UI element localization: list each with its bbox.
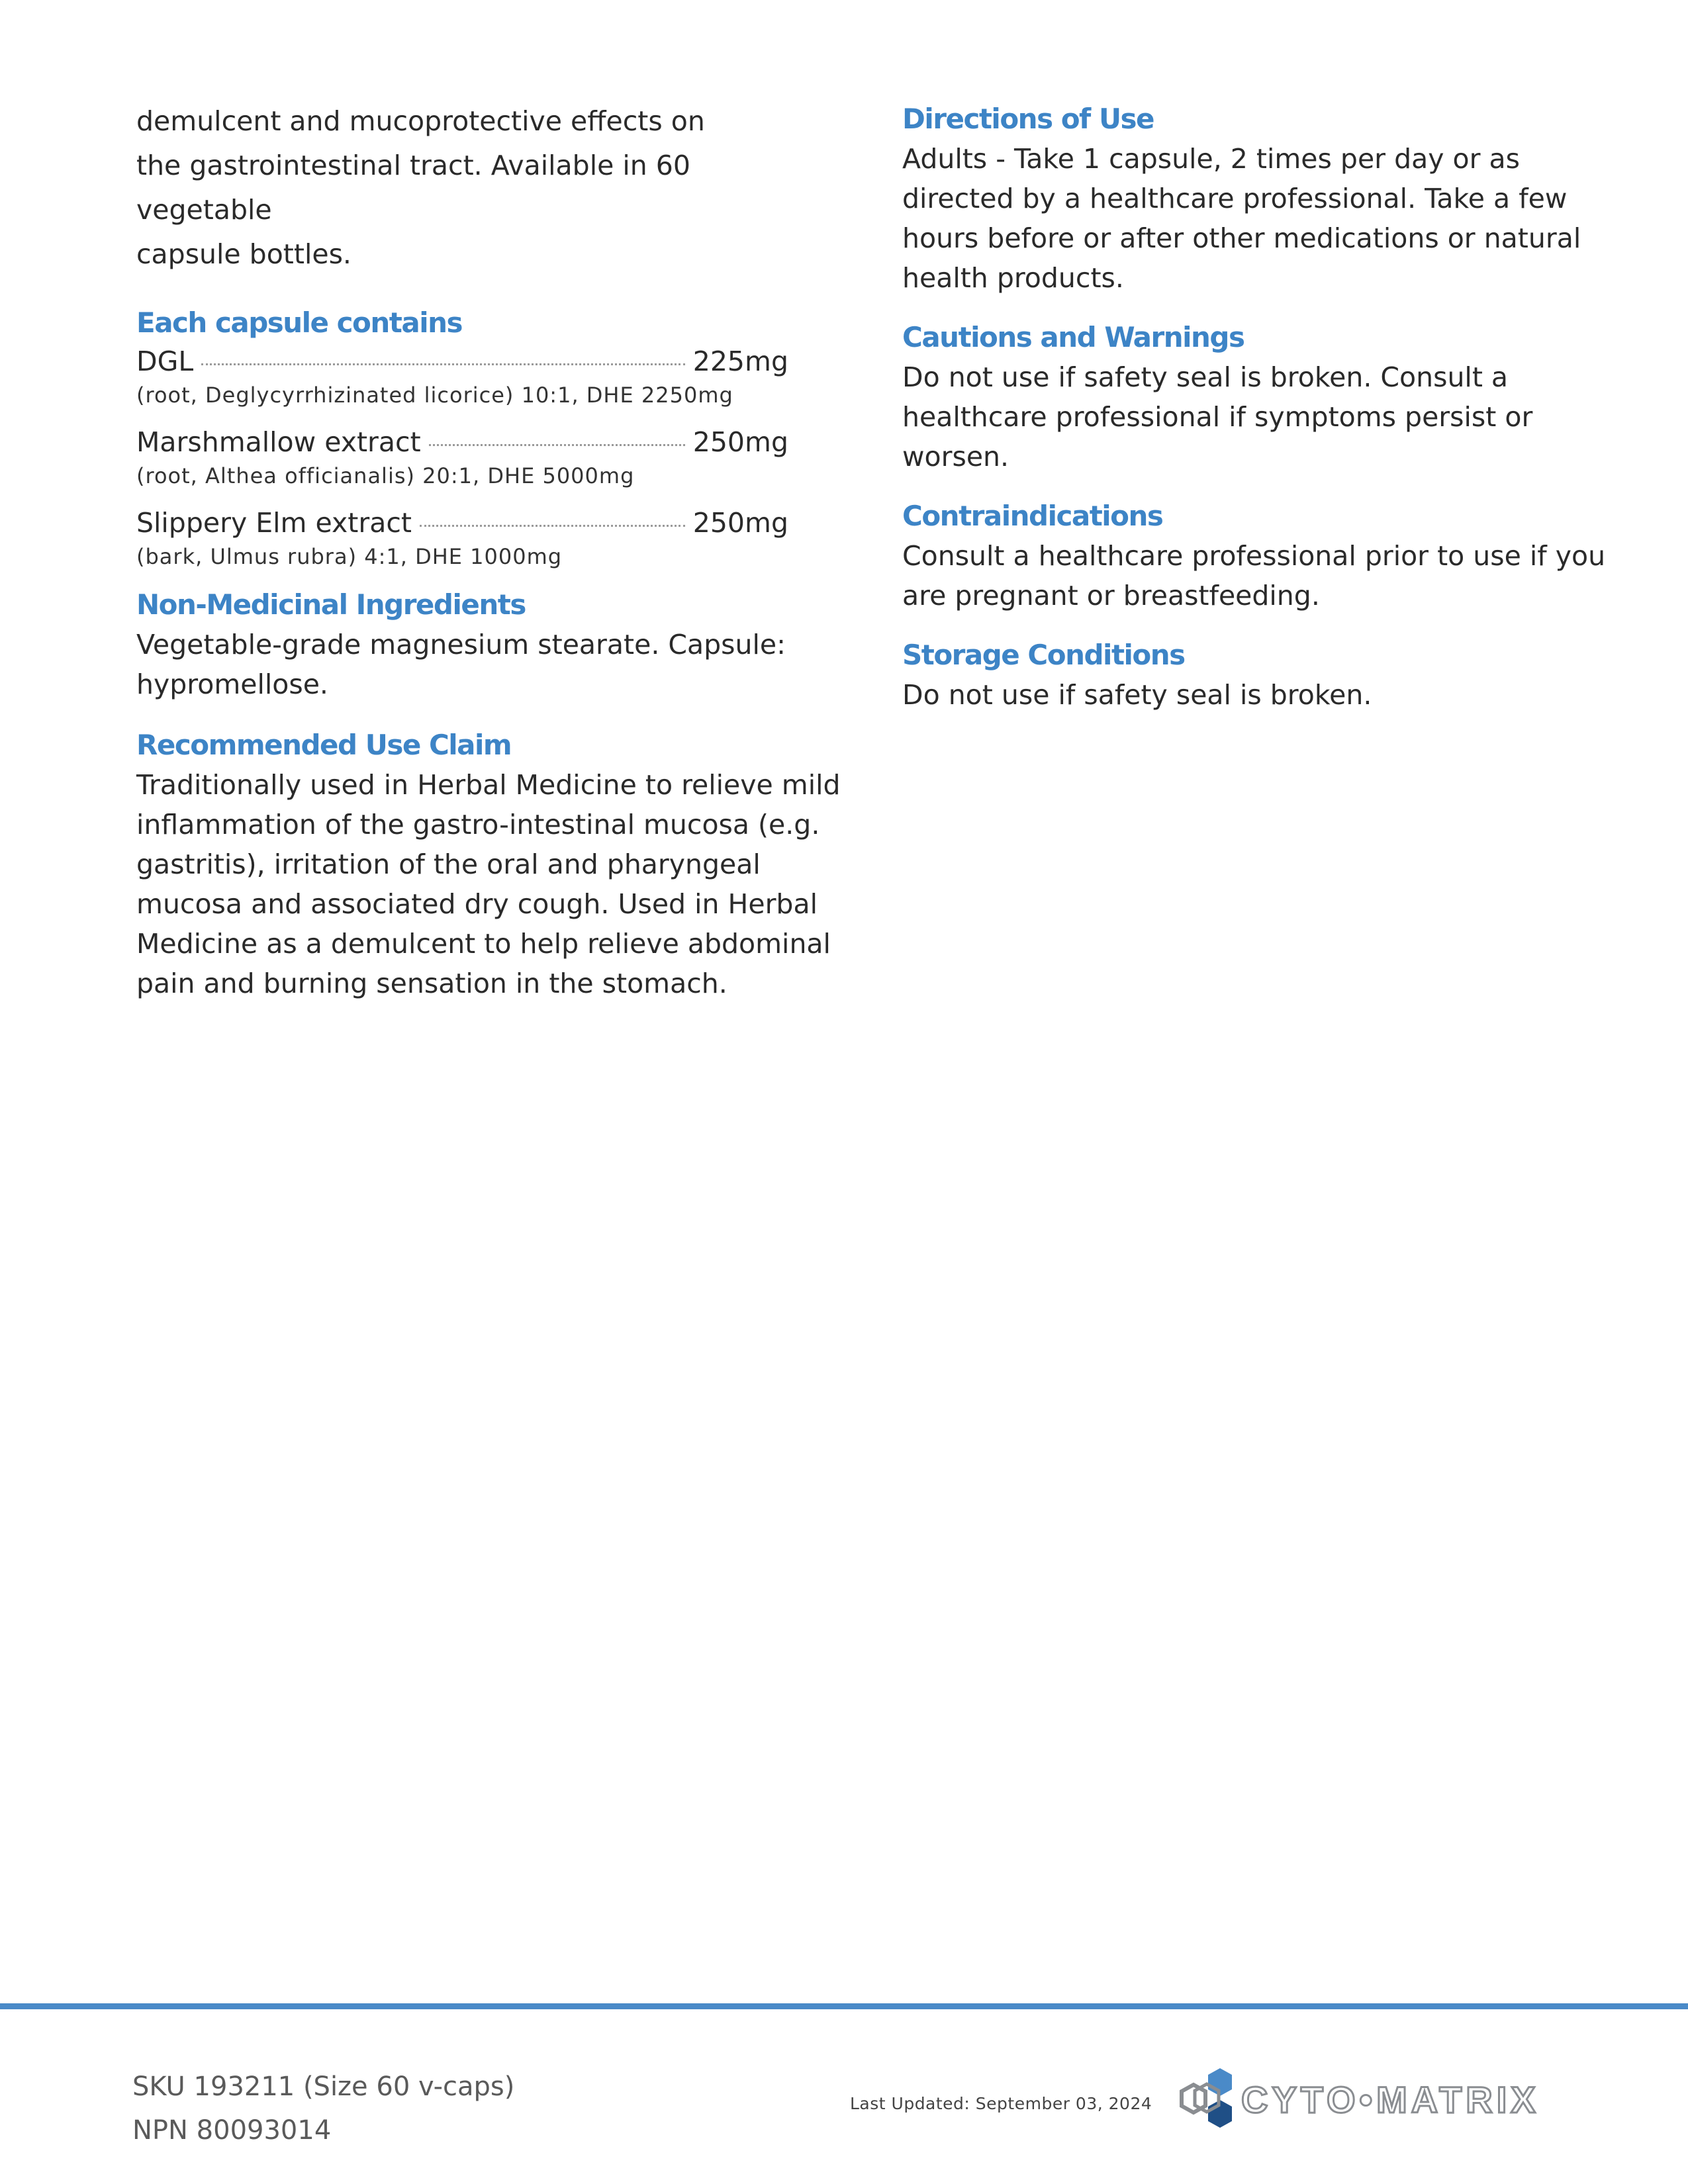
ingredient-item <box>136 343 788 410</box>
ingredient-detail: (root, Althea officianalis) 20:1, DHE 5000mg <box>136 463 635 488</box>
intro-line: demulcent and mucoprotective effects on <box>136 105 705 137</box>
ingredient-amount: 225mg <box>692 345 788 377</box>
recommended-use-text <box>136 765 841 1003</box>
cautions-heading: Cautions and Warnings <box>902 321 1244 353</box>
storage-heading: Storage Conditions <box>902 639 1185 671</box>
logo-wordmark: CYTO•MATRIX <box>1241 2079 1540 2120</box>
text-line: Vegetable-grade magnesium stearate. Capsule: <box>136 629 786 660</box>
dot-leader <box>429 444 685 446</box>
storage-text <box>902 675 1554 715</box>
intro-paragraph <box>136 99 788 277</box>
directions-heading: Directions of Use <box>902 103 1154 135</box>
footer-divider <box>0 2003 1688 2009</box>
text-line: Do not use if safety seal is broken. Consult a <box>902 361 1509 393</box>
text-line: hypromellose. <box>136 668 328 700</box>
ingredient-name: Slippery Elm extract <box>136 507 412 539</box>
text-line: gastritis), irritation of the oral and pharyngeal <box>136 848 761 880</box>
last-updated-text: Last Updated: September 03, 2024 <box>850 2094 1152 2113</box>
text-line: hours before or after other medications or natural <box>902 222 1581 254</box>
left-column <box>136 99 841 1003</box>
text-line: Traditionally used in Herbal Medicine to relieve mild <box>136 769 841 801</box>
ingredient-item <box>136 424 788 491</box>
each-capsule-heading: Each capsule contains <box>136 306 463 339</box>
ingredient-amount: 250mg <box>692 426 788 458</box>
cautions-text <box>902 357 1554 477</box>
text-line: worsen. <box>902 441 1009 473</box>
intro-line: capsule bottles. <box>136 238 352 270</box>
cytomatrix-logo <box>1162 2068 1559 2141</box>
right-column <box>902 99 1606 715</box>
text-line: directed by a healthcare professional. Take a few <box>902 183 1568 214</box>
product-codes <box>132 2065 514 2152</box>
recommended-use-heading: Recommended Use Claim <box>136 729 512 761</box>
ingredient-detail: (root, Deglycyrrhizinated licorice) 10:1, DHE 2250mg <box>136 383 733 408</box>
contraindications-text <box>902 536 1606 615</box>
non-medicinal-text <box>136 625 788 704</box>
text-line: are pregnant or breastfeeding. <box>902 580 1320 612</box>
ingredient-name: Marshmallow extract <box>136 426 421 458</box>
contraindications-heading: Contraindications <box>902 500 1163 532</box>
ingredient-amount: 250mg <box>692 507 788 539</box>
dot-leader <box>420 525 685 527</box>
npn-text: NPN 80093014 <box>132 2115 332 2146</box>
text-line: healthcare professional if symptoms persist or <box>902 401 1533 433</box>
ingredient-name: DGL <box>136 345 194 377</box>
text-line: Medicine as a demulcent to help relieve abdominal <box>136 928 831 960</box>
text-line: health products. <box>902 262 1124 294</box>
ingredient-detail: (bark, Ulmus rubra) 4:1, DHE 1000mg <box>136 544 563 569</box>
text-line: Do not use if safety seal is broken. <box>902 679 1372 711</box>
dot-leader <box>201 363 685 365</box>
directions-text <box>902 139 1581 298</box>
text-line: Adults - Take 1 capsule, 2 times per day or as <box>902 143 1520 175</box>
text-line: inflammation of the gastro-intestinal mucosa (e.g. <box>136 809 820 841</box>
ingredient-item <box>136 504 788 572</box>
sku-text: SKU 193211 (Size 60 v-caps) <box>132 2071 515 2102</box>
non-medicinal-heading: Non-Medicinal Ingredients <box>136 588 526 621</box>
text-line: pain and burning sensation in the stomach. <box>136 968 727 999</box>
intro-line: the gastrointestinal tract. Available in 60 vegetable <box>136 150 690 226</box>
text-line: Consult a healthcare professional prior to use if you <box>902 540 1606 572</box>
text-line: mucosa and associated dry cough. Used in Herbal <box>136 888 818 920</box>
